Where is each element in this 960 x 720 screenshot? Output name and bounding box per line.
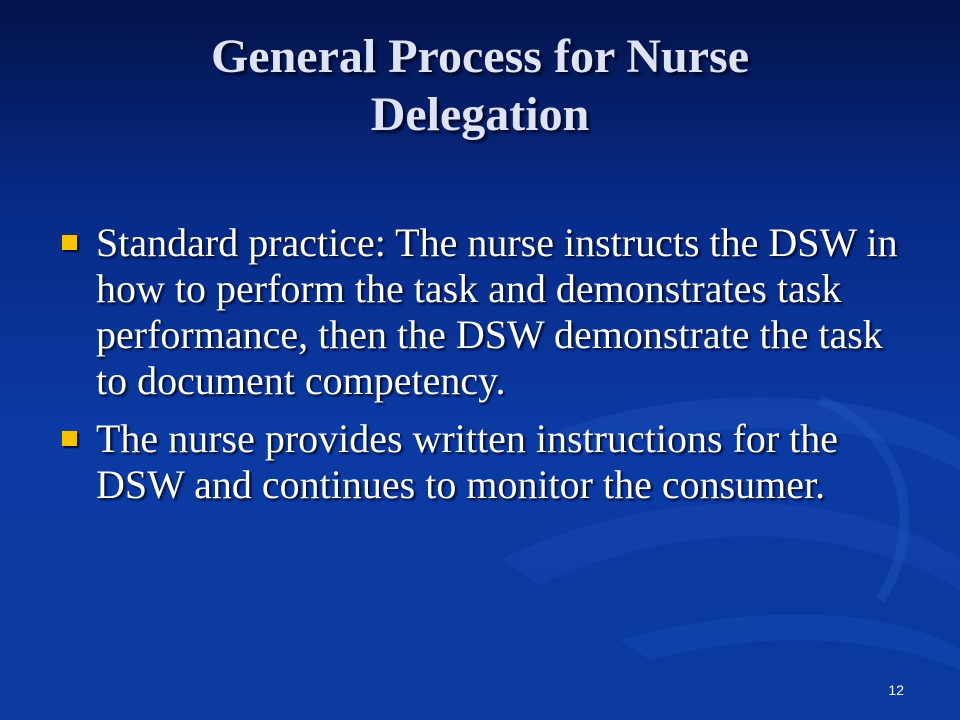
bullet-item: [60, 416, 920, 508]
bullet-list: [60, 220, 920, 520]
bullet-text: The nurse provides written instructions for the DSW and continues to monitor the consumer.: [96, 416, 839, 507]
slide-title: [80, 28, 880, 144]
bullet-item: [60, 220, 920, 404]
slide-title-line-2: Delegation: [370, 88, 590, 141]
bullet-text: Standard practice: The nurse instructs the DSW in how to perform the task and demonstrates task performance, then the DSW demonstrate the task to document competency.: [96, 220, 898, 403]
page-number: 12: [888, 682, 904, 698]
slide-title-line-1: General Process for Nurse: [210, 30, 750, 83]
bullet-square-icon: [62, 431, 77, 446]
bullet-square-icon: [62, 235, 77, 250]
